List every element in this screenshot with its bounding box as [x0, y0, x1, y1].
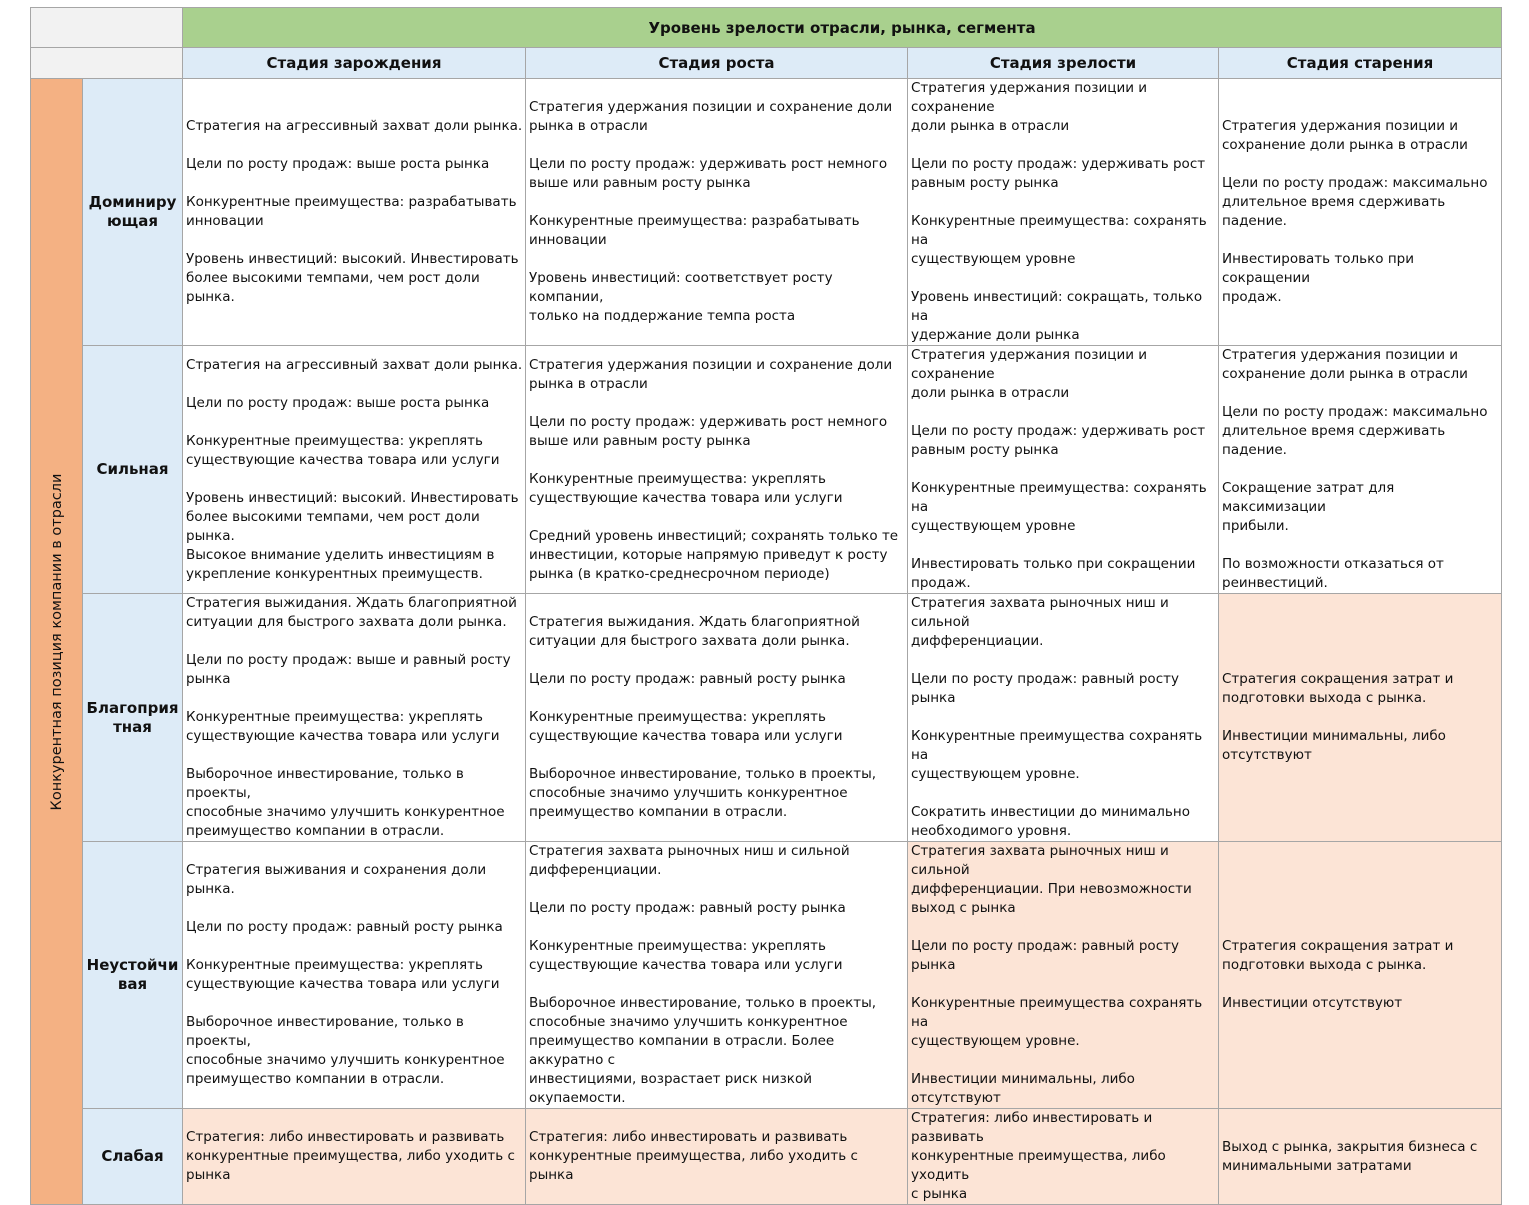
- position-label-text: Доминиру ющая: [88, 193, 177, 230]
- strategy-text: Цели по росту продаж: удерживать рост равным росту рынка: [911, 156, 1206, 191]
- strategy-text: Стратегия сокращения затрат и подготовки выхода с рынка.: [1222, 671, 1454, 706]
- corner-cell: [31, 8, 183, 48]
- strategy-text: Сократить инвестиции до минимально необходимого уровня.: [911, 804, 1190, 839]
- strategy-text: Стратегия выживания и сохранения доли рынка.: [186, 862, 487, 897]
- strategy-text: Стратегия на агрессивный захват доли рынка.: [186, 356, 523, 373]
- strategy-text: Цели по росту продаж: максимально длительное время сдерживать падение.: [1222, 404, 1488, 458]
- strategy-cell: [526, 79, 908, 346]
- strategy-cell: [1219, 346, 1502, 594]
- strategy-text: Инвестиции минимальны, либо отсутствуют: [911, 1071, 1135, 1106]
- strategy-text: Стратегия выжидания. Ждать благоприятной ситуации для быстрого захвата доли рынка.: [529, 614, 860, 649]
- strategy-text: Уровень инвестиций: сокращать, только на удержание доли рынка: [911, 289, 1203, 343]
- strategy-cell: [908, 1109, 1219, 1205]
- position-row: [31, 79, 1502, 346]
- strategy-cell: [526, 346, 908, 594]
- strategy-cell: [1219, 1109, 1502, 1205]
- strategy-text: Цели по росту продаж: удерживать рост немного выше или равным росту рынка: [529, 156, 888, 191]
- strategy-cell: [526, 842, 908, 1109]
- strategy-text: Инвестировать только при сокращении продаж.: [911, 556, 1196, 591]
- position-label-text: Благоприя тная: [86, 698, 179, 736]
- stage-header-maturity: Стадия зрелости: [908, 48, 1219, 79]
- strategy-cell: [1219, 594, 1502, 842]
- strategy-text: Цели по росту продаж: равный росту рынка: [529, 671, 846, 687]
- strategy-text: Стратегия удержания позиции и сохранение доли рынка в отрасли: [529, 99, 893, 134]
- strategy-text: Стратегия выжидания. Ждать благоприятной ситуации для быстрого захвата доли рынка.: [186, 595, 517, 630]
- strategy-text: Инвестиции минимальны, либо отсутствуют: [1222, 728, 1446, 763]
- strategy-matrix-table: [30, 7, 1502, 1205]
- strategy-text: Цели по росту продаж: равный росту рынка: [186, 919, 503, 935]
- maturity-header-title: Уровень зрелости отрасли, рынка, сегмента: [183, 8, 1502, 48]
- strategy-text: Конкурентные преимущества: укреплять существующие качества товара или услуги: [529, 938, 843, 973]
- strategy-text: Конкурентные преимущества: сохранять на существующем уровне: [911, 213, 1207, 267]
- strategy-text: Стратегия: либо инвестировать и развивать конкурентные преимущества, либо уходить с рынка: [911, 1110, 1166, 1202]
- strategy-text: Стратегия: либо инвестировать и развивать конкурентные преимущества, либо уходить с рынка: [529, 1129, 858, 1183]
- header-title-row: [31, 8, 1502, 48]
- strategy-text: Выборочное инвестирование, только в проекты, способные значимо улучшить конкурентное преимущество компании в отрасли.: [186, 1014, 505, 1087]
- strategy-cell: [908, 346, 1219, 594]
- position-label-text: Неустойчи вая: [86, 956, 179, 993]
- stage-header-emergence: Стадия зарождения: [183, 48, 526, 79]
- strategy-cell: [183, 79, 526, 346]
- strategy-text: Цели по росту продаж: равный росту рынка: [911, 938, 1179, 973]
- strategy-text: Стратегия на агрессивный захват доли рынка.: [186, 118, 523, 134]
- position-label: [83, 346, 183, 594]
- strategy-text: Инвестировать только при сокращении продаж.: [1222, 251, 1414, 305]
- strategy-text: Стратегия сокращения затрат и подготовки выхода с рынка.: [1222, 938, 1454, 973]
- position-row: [31, 594, 1502, 842]
- position-row: [31, 1109, 1502, 1205]
- position-label-text: Сильная: [96, 460, 169, 478]
- position-label: [83, 79, 183, 346]
- strategy-text: Цели по росту продаж: равный росту рынка: [911, 671, 1179, 706]
- strategy-cell: [908, 842, 1219, 1109]
- strategy-text: Инвестиции отсутствуют: [1222, 995, 1403, 1011]
- strategy-text: Цели по росту продаж: удерживать рост немного выше или равным росту рынка: [529, 413, 888, 449]
- strategy-text: Стратегия: либо инвестировать и развивать конкурентные преимущества, либо уходить с рынка: [186, 1129, 515, 1183]
- strategy-text: Цели по росту продаж: равный росту рынка: [529, 900, 846, 916]
- strategy-text: Стратегия захвата рыночных ниш и сильной дифференциации. При невозможности выход с рынка: [911, 843, 1192, 916]
- strategy-text: Конкурентные преимущества: сохранять на существующем уровне: [911, 480, 1207, 534]
- strategy-text: Конкурентные преимущества: разрабатывать инновации: [186, 194, 517, 229]
- strategy-text: Стратегия удержания позиции и сохранение доли рынка в отрасли: [911, 347, 1148, 401]
- stage-header-row: [31, 48, 1502, 79]
- strategy-text: Конкурентные преимущества сохранять на существующем уровне.: [911, 995, 1203, 1049]
- position-row: [31, 346, 1502, 594]
- strategy-text: По возможности отказаться от реинвестиций.: [1222, 556, 1444, 591]
- strategy-text: Конкурентные преимущества: укреплять существующие качества товара или услуги: [186, 432, 500, 468]
- strategy-cell: [908, 594, 1219, 842]
- strategy-text: Сокращение затрат для максимизации прибыли.: [1222, 480, 1395, 534]
- position-row: [31, 842, 1502, 1109]
- strategy-cell: [183, 1109, 526, 1205]
- strategy-text: Конкурентные преимущества: укреплять существующие качества товара или услуги: [529, 470, 843, 506]
- position-label: [83, 842, 183, 1109]
- strategy-cell: [908, 79, 1219, 346]
- strategy-cell: [183, 594, 526, 842]
- competitive-position-axis-label: Конкурентная позиция компании в отрасли: [48, 473, 65, 810]
- strategy-text: Стратегия захвата рыночных ниш и сильной дифференциации.: [911, 595, 1169, 649]
- competitive-position-axis-cell: [31, 79, 83, 1205]
- position-label-text: Слабая: [101, 1147, 164, 1165]
- stage-header-aging: Стадия старения: [1219, 48, 1502, 79]
- strategy-cell: [1219, 842, 1502, 1109]
- corner-cell-2: [31, 48, 183, 79]
- strategy-text: Уровень инвестиций: соответствует росту компании, только на поддержание темпа роста: [529, 270, 833, 324]
- strategy-text: Уровень инвестиций: высокий. Инвестировать более высокими темпами, чем рост доли рынка.: [186, 251, 519, 305]
- strategy-text: Выборочное инвестирование, только в проекты, способные значимо улучшить конкурентное преимущество компании в отрасли.: [529, 766, 877, 820]
- strategy-cell: [1219, 79, 1502, 346]
- strategy-text: Конкурентные преимущества: укреплять существующие качества товара или услуги: [186, 709, 500, 744]
- strategy-text: Стратегия удержания позиции и сохранение доли рынка в отрасли: [529, 356, 893, 392]
- strategy-cell: [526, 594, 908, 842]
- stage-header-growth: Стадия роста: [526, 48, 908, 79]
- strategy-cell: [183, 346, 526, 594]
- strategy-text: Цели по росту продаж: выше роста рынка: [186, 394, 490, 411]
- strategy-text: Стратегия захвата рыночных ниш и сильной дифференциации.: [529, 843, 850, 878]
- strategy-text: Выход с рынка, закрытия бизнеса с минимальными затратами: [1222, 1138, 1478, 1174]
- strategy-text: Стратегия удержания позиции и сохранение доли рынка в отрасли: [1222, 347, 1468, 382]
- position-label: [83, 594, 183, 842]
- strategy-text: Выборочное инвестирование, только в проекты, способные значимо улучшить конкурентное преимущество компании в отрасли.: [186, 766, 505, 839]
- strategy-text: Цели по росту продаж: удерживать рост равным росту рынка: [911, 423, 1206, 458]
- strategy-text: Цели по росту продаж: выше и равный росту рынка: [186, 652, 511, 687]
- strategy-text: Цели по росту продаж: выше роста рынка: [186, 156, 490, 172]
- strategy-text: Стратегия удержания позиции и сохранение доли рынка в отрасли: [1222, 118, 1468, 153]
- strategy-text: Цели по росту продаж: максимально длительное время сдерживать падение.: [1222, 175, 1488, 229]
- strategy-text: Конкурентные преимущества: укреплять существующие качества товара или услуги: [529, 709, 843, 744]
- strategy-cell: [183, 842, 526, 1109]
- strategy-text: Конкурентные преимущества: укреплять существующие качества товара или услуги: [186, 957, 500, 992]
- strategy-text: Конкурентные преимущества сохранять на существующем уровне.: [911, 728, 1203, 782]
- strategy-cell: [526, 1109, 908, 1205]
- strategy-text: Выборочное инвестирование, только в проекты, способные значимо улучшить конкурентное преимущество компании в отрасли. Более аккуратно с инвестициями, возрастает риск низкой окупаемости.: [529, 995, 877, 1106]
- strategy-text: Уровень инвестиций: высокий. Инвестировать более высокими темпами, чем рост доли рынка. Высокое внимание уделить инвестициям в укрепление конкурентных преимуществ.: [186, 489, 519, 582]
- strategy-text: Стратегия удержания позиции и сохранение доли рынка в отрасли: [911, 80, 1148, 134]
- position-label: [83, 1109, 183, 1205]
- strategy-text: Конкурентные преимущества: разрабатывать инновации: [529, 213, 860, 248]
- strategy-text: Средний уровень инвестиций; сохранять только те инвестиции, которые напрямую приведут к росту рынка (в кратко-среднесрочном периоде): [529, 527, 899, 582]
